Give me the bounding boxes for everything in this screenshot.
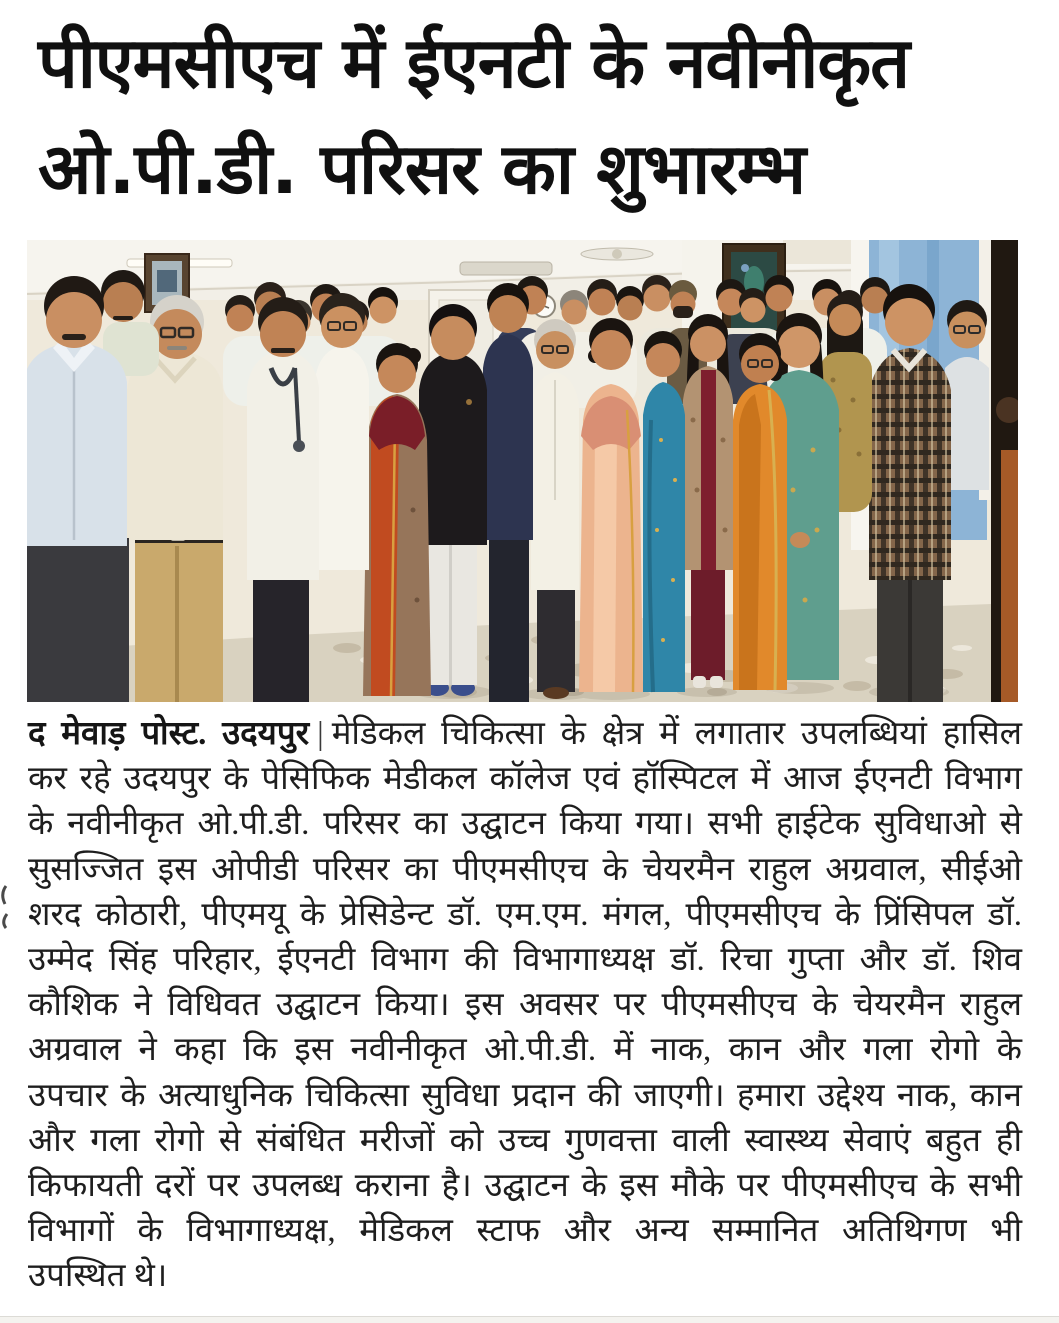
dateline: द मेवाड़ पोस्ट. उदयपुर: [28, 716, 310, 752]
article-line: और गला रोगो से संबंधित मरीजों को उच्च गुणवत्ता वाली स्वास्थ्य सेवाएं बहुत ही: [28, 1122, 1022, 1159]
dateline-separator: |: [317, 716, 324, 752]
article-text: मेडिकल चिकित्सा के क्षेत्र में लगातार उपलब्धियां हासिल: [331, 716, 1023, 752]
article-line: कर रहे उदयपुर के पेसिफिक मेडीकल कॉलेज एवं हॉस्पिटल में आज ईएनटी विभाग: [28, 761, 1022, 798]
article-line: अग्रवाल ने कहा कि इस नवीनीकृत ओ.पी.डी. में नाक, कान और गला रोगो के: [28, 1032, 1022, 1069]
article-line: उपचार के अत्याधुनिक चिकित्सा सुविधा प्रदान की जाएगी। हमारा उद्देश्य नाक, कान: [28, 1077, 1022, 1114]
person-man-glasses-right: [945, 300, 989, 490]
article-body: [28, 712, 1022, 1300]
bottom-edge-strip: [0, 1316, 1059, 1323]
group-photo-illustration: [27, 240, 1018, 702]
article-line: उपस्थित थे।: [28, 1258, 168, 1295]
article-line: किफायती दरों पर उपलब्ध कराना है। उद्घाटन के इस मौके पर पीएमसीएच के सभी: [28, 1168, 1022, 1205]
article-line: शरद कोठारी, पीएमयू के प्रेसिडेन्ट डॉ. एम.एम. मंगल, पीएमसीएच के प्रिंसिपल डॉ.: [28, 896, 1022, 933]
dark-doorway-edge: [991, 240, 1018, 702]
scan-artifact: [0, 884, 10, 932]
headline-line-2: ओ.पी.डी. परिसर का शुभारम्भ: [38, 128, 806, 210]
headline: [38, 10, 1028, 222]
article-line: [28, 712, 1022, 757]
article-line: के नवीनीकृत ओ.पी.डी. परिसर का उद्घाटन किया गया। सभी हाईटेक सुविधाओ से: [28, 806, 1022, 843]
article-photo: [27, 240, 1018, 702]
headline-line-1: पीएमसीएच में ईएनटी के नवीनीकृत: [38, 22, 910, 104]
ceiling-fan: [581, 248, 653, 260]
article-line: उम्मेद सिंह परिहार, ईएनटी विभाग की विभागाध्यक्ष डॉ. रिचा गुप्ता और डॉ. शिव: [28, 942, 1022, 979]
person-man-navy-shirt: [483, 283, 533, 702]
article-line: कौशिक ने विधिवत उद्घाटन किया। इस अवसर पर पीएमसीएच के चेयरमैन राहुल: [28, 987, 1022, 1024]
article-line: सुसज्जित इस ओपीडी परिसर का पीएमसीएच के चेयरमैन राहुल अग्रवाल, सीईओ: [28, 851, 1022, 888]
person-man-glasses-white-shirt: [315, 293, 369, 570]
article-line: विभागों के विभागाध्यक्ष, मेडिकल स्टाफ और अन्य सम्मानित अतिथिगण भी: [28, 1213, 1022, 1250]
